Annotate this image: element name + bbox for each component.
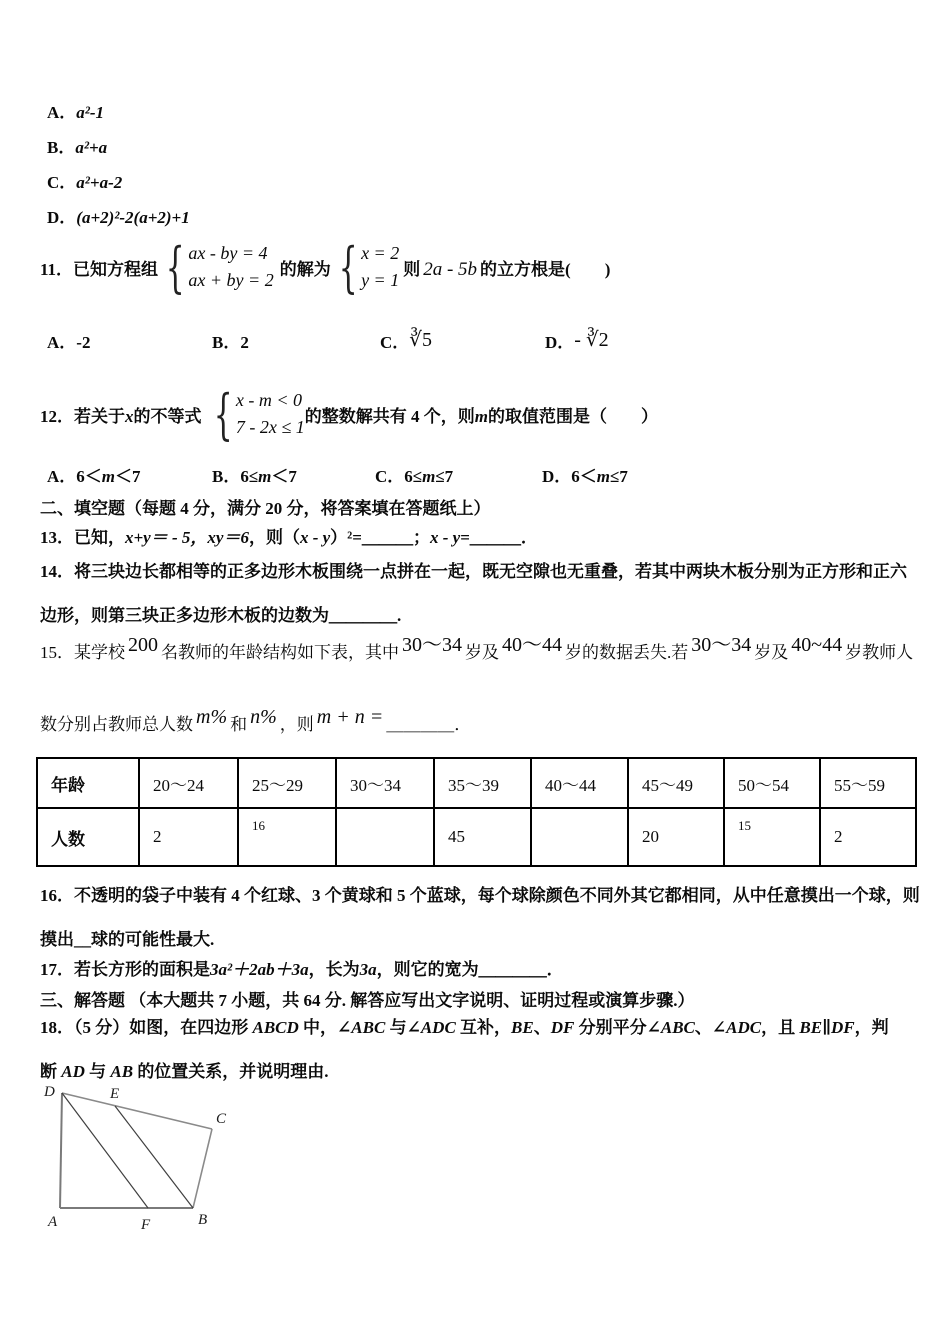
text-run: ∛5 <box>409 329 433 351</box>
text-run: B． <box>47 138 76 157</box>
section-2-header: 二、填空题（每题 4 分，满分 20 分，将答案填在答题纸上） <box>40 499 491 518</box>
text-run: 分别平分∠ <box>574 1018 661 1037</box>
vertex-label-B: B <box>198 1212 208 1228</box>
text-run: 名教师的年龄结构如下表，其中 <box>161 643 399 662</box>
section-3-header: 三、解答题 （本大题共 7 小题，共 64 分. 解答应写出文字说明、证明过程或演算步骤.） <box>40 991 695 1010</box>
text-run: ，长为 <box>308 960 360 979</box>
option-c <box>380 328 545 354</box>
q11-sol2: y = 1 <box>361 270 400 290</box>
text-run: x <box>125 406 134 426</box>
text-run: ＿＿＿． <box>469 528 538 547</box>
left-brace: { <box>338 235 358 299</box>
text-run: A．-2 <box>47 333 91 352</box>
header-cell: 25～29 <box>238 758 336 808</box>
data-cell <box>531 808 628 866</box>
question-16 <box>40 884 920 952</box>
q11-expr: 2a - 5b <box>423 259 478 280</box>
text-run: C． <box>47 173 77 192</box>
text-run: 与∠ <box>385 1018 421 1037</box>
text-run: ，则它的宽为＿＿＿＿． <box>376 960 564 979</box>
data-cell: 2 <box>139 808 238 866</box>
text-run: 40～44 <box>502 634 562 656</box>
text-run: 的位置关系，并说明理由. <box>133 1062 329 1081</box>
q12-tail <box>305 402 658 427</box>
text-run: - ∛2 <box>574 329 609 351</box>
text-run: AD <box>61 1062 85 1081</box>
text-run: 17．若长方形的面积是 <box>40 960 210 979</box>
side-DA <box>60 1093 62 1208</box>
text-run: D． <box>545 333 575 352</box>
left-brace: { <box>165 235 185 299</box>
q18-line2 <box>40 1060 889 1084</box>
text-run: n% <box>250 706 277 728</box>
text-run: 12．若关于 <box>40 406 125 426</box>
text-run: ＿＿＿ <box>361 528 413 547</box>
q12-ineq2: 7 - 2x ≤ 1 <box>235 417 305 437</box>
text-run: BE∥DF <box>799 1018 855 1037</box>
data-cell: 20 <box>628 808 724 866</box>
text-run: x+y＝ - 5，xy＝6 <box>125 528 249 547</box>
header-cell: 30～34 <box>336 758 434 808</box>
vertex-label-C: C <box>216 1111 227 1127</box>
q15-line1 <box>40 634 914 665</box>
q11-tail: 的立方根是( ) <box>480 259 611 279</box>
text-run: 中，∠ <box>298 1018 352 1037</box>
q11-then: 则 <box>403 259 421 279</box>
text-run: 岁的数据丢失.若 <box>565 643 689 662</box>
text-run: m <box>596 467 611 486</box>
option-c <box>375 462 542 487</box>
text-run: ADC <box>420 1018 456 1037</box>
side-CB <box>193 1129 212 1208</box>
q16-line2: 摸出__球的可能性最大. <box>40 930 215 949</box>
header-cell: 20～24 <box>139 758 238 808</box>
question-18 <box>40 1016 889 1084</box>
table-header-row <box>37 758 916 808</box>
text-run: x - y <box>429 528 461 547</box>
text-run: a²+a-2 <box>76 173 123 192</box>
text-run: B．6≤ <box>212 467 259 486</box>
text-run: (a+2)²-2(a+2)+1 <box>76 208 190 227</box>
q11-lead: 11．已知方程组 <box>40 259 159 279</box>
text-run: ADC <box>726 1018 762 1037</box>
text-run: 岁及 <box>465 643 499 662</box>
text-run: 18．（5 分）如图，在四边形 <box>40 1018 253 1037</box>
text-run: AB <box>110 1062 134 1081</box>
data-cell <box>336 808 434 866</box>
text-run: 岁及 <box>754 643 789 662</box>
row-label-cell: 人数 <box>37 808 139 866</box>
text-run: ≤7 <box>610 467 628 486</box>
q11-system-1 <box>158 236 274 299</box>
q12-system <box>206 383 305 446</box>
text-run: DF <box>550 1018 575 1037</box>
text-run: 的取值范围是（ ） <box>487 406 658 426</box>
text-run: m <box>474 406 488 426</box>
text-run: 数分别占教师总人数 <box>40 715 193 734</box>
option-b <box>40 130 190 165</box>
vertex-label-D: D <box>44 1084 55 1100</box>
option-b <box>212 328 380 354</box>
text-run: ≤7 <box>435 467 454 486</box>
vertex-label-F: F <box>141 1217 151 1233</box>
geometry-figure <box>40 1083 280 1238</box>
q18-line1 <box>40 1016 889 1040</box>
text-run: m <box>422 467 436 486</box>
option-d <box>545 328 609 354</box>
text-run: 、∠ <box>694 1018 727 1037</box>
question-14 <box>40 560 907 628</box>
text-run: 30～34 <box>402 634 462 656</box>
text-run: 与 <box>84 1062 111 1081</box>
q11-system-2 <box>331 236 400 299</box>
header-cell: 40～44 <box>531 758 628 808</box>
option-a <box>47 462 212 487</box>
left-brace: { <box>213 382 233 446</box>
data-cell: 16 <box>238 808 336 866</box>
text-run: ，判 <box>854 1018 889 1037</box>
text-run: x - y <box>299 528 331 547</box>
text-run: D．6＜ <box>542 467 597 486</box>
text-run: 3a²＋2ab＋3a <box>210 960 309 979</box>
text-run: A．6＜ <box>47 467 102 486</box>
q11-mid: 的解为 <box>279 259 331 279</box>
text-run: 互补， <box>455 1018 512 1037</box>
question-15 <box>40 634 914 737</box>
text-run: ，则（ <box>248 528 300 547</box>
text-run: 和 <box>230 715 248 734</box>
text-run: ABCD <box>252 1018 299 1037</box>
q14-line2: 边形，则第三块正多边形木板的边数为＿＿＿＿. <box>40 606 402 625</box>
q11-eq2: ax + by = 2 <box>188 270 274 290</box>
q11-sol1: x = 2 <box>361 243 400 263</box>
option-a <box>47 328 212 354</box>
question-11-options <box>47 328 609 354</box>
text-run: 的不等式 <box>133 406 202 426</box>
text-run: 断 <box>40 1062 62 1081</box>
age-distribution-table <box>36 757 917 867</box>
text-run: 200 <box>128 634 158 656</box>
text-run: ）²= <box>330 528 362 547</box>
header-cell: 年龄 <box>37 758 139 808</box>
question-12 <box>40 380 658 448</box>
text-run: m <box>101 467 116 486</box>
vertex-label-A: A <box>48 1214 58 1230</box>
text-run: ＜7 <box>115 467 141 486</box>
text-run: 、 <box>533 1018 551 1037</box>
text-run: m + n = <box>316 706 384 728</box>
q11-eq1: ax - by = 4 <box>188 243 268 263</box>
text-run: ＜7 <box>271 467 297 486</box>
option-c <box>40 165 190 200</box>
q12-ineq1: x - m < 0 <box>235 390 302 410</box>
text-run: C． <box>380 333 410 352</box>
question-12-options <box>47 462 628 487</box>
option-d <box>40 200 190 235</box>
data-cell: 45 <box>434 808 531 866</box>
text-run: A． <box>47 103 77 122</box>
text-run: 3a <box>359 960 377 979</box>
text-run: ＿＿＿＿． <box>386 715 472 734</box>
question-13 <box>40 526 538 550</box>
option-d <box>542 462 628 487</box>
table-data-row <box>37 808 916 866</box>
text-run: ，且 <box>761 1018 800 1037</box>
text-run: m <box>258 467 272 486</box>
text-run: 30～34 <box>691 634 752 656</box>
header-cell: 35～39 <box>434 758 531 808</box>
text-run: a²+a <box>75 138 108 157</box>
option-b <box>212 462 375 487</box>
text-run: ，则 <box>279 715 314 734</box>
header-cell: 55～59 <box>820 758 916 808</box>
text-run: ABC <box>351 1018 386 1037</box>
question-17 <box>40 958 564 982</box>
question-11 <box>40 233 610 301</box>
text-run: 岁教师人 <box>845 643 914 662</box>
text-run: C．6≤ <box>375 467 423 486</box>
q15-line2 <box>40 706 913 737</box>
data-cell: 2 <box>820 808 916 866</box>
text-run: 13．已知， <box>40 528 125 547</box>
header-cell: 45～49 <box>628 758 724 808</box>
question-10-options <box>40 95 190 235</box>
text-run: m% <box>196 706 228 728</box>
text-run: = <box>460 528 470 547</box>
q14-line1: 14．将三块边长都相等的正多边形木板围绕一点拼在一起，既无空隙也无重叠，若其中两块木板分别为正方形和正六 <box>40 562 907 581</box>
text-run: BE <box>511 1018 534 1037</box>
q16-line1: 16．不透明的袋子中装有 4 个红球、3 个黄球和 5 个蓝球，每个球除颜色不同外其它都相同，从中任意摸出一个球，则 <box>40 886 920 905</box>
q12-lead <box>40 402 202 427</box>
option-a <box>40 95 190 130</box>
text-run: ； <box>412 528 430 547</box>
text-run: 15．某学校 <box>40 643 125 662</box>
text-run: D． <box>47 208 77 227</box>
header-cell: 50～54 <box>724 758 820 808</box>
text-run: B．2 <box>212 333 249 352</box>
text-run: 40~44 <box>791 634 843 656</box>
text-run: a²-1 <box>76 103 105 122</box>
text-run: 的整数解共有 4 个，则 <box>304 406 475 426</box>
vertex-label-E: E <box>110 1086 120 1102</box>
data-cell: 15 <box>724 808 820 866</box>
text-run: ABC <box>660 1018 695 1037</box>
